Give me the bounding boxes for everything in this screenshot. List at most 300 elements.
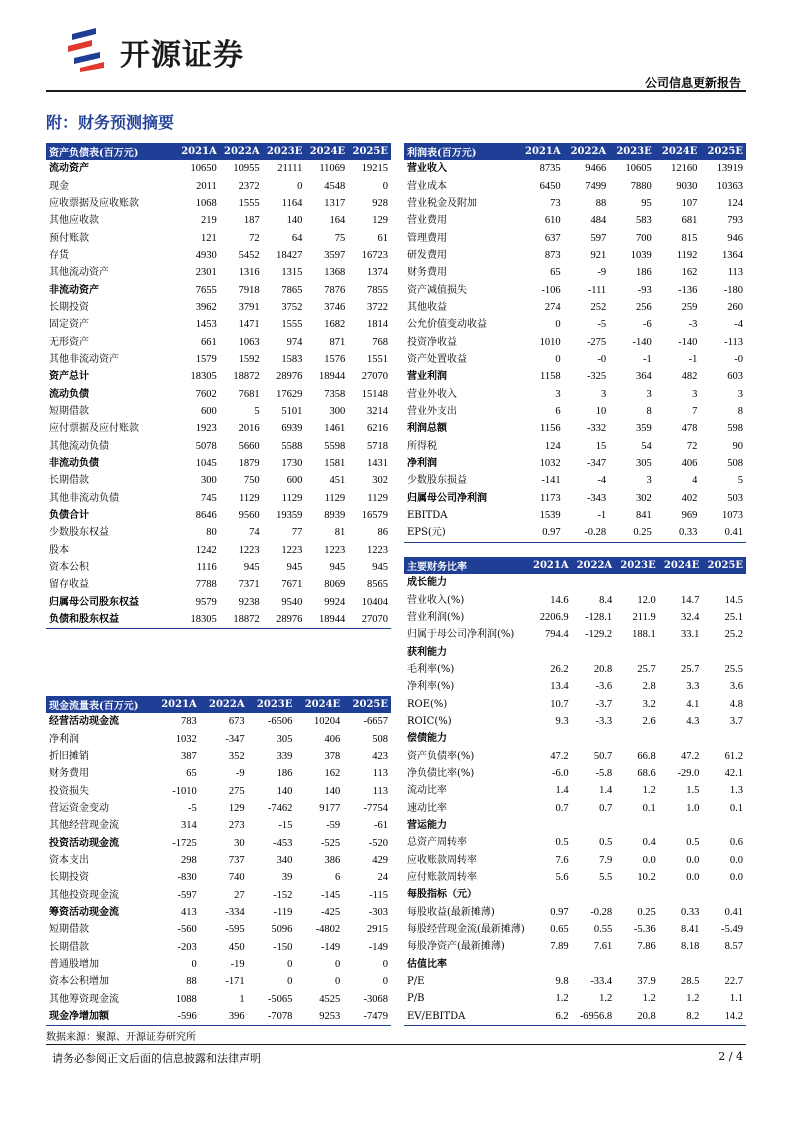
cell-value: 600 — [286, 475, 303, 487]
row-label: 每股收益(最新摊薄) — [407, 906, 495, 918]
row-label: 存货 — [49, 249, 69, 261]
cell-value: 211.9 — [632, 611, 656, 623]
cell-value: 0.0 — [729, 872, 743, 884]
cell-value: 1.4 — [555, 785, 569, 797]
cell-value: 1032 — [539, 458, 561, 470]
row-label: 现金净增加额 — [49, 1011, 109, 1023]
cell-value: 33.1 — [681, 629, 700, 641]
cell-value: 1730 — [281, 458, 303, 470]
row-label: 少数股东权益 — [49, 527, 109, 539]
cell-value: 5096 — [271, 924, 293, 936]
table-title: 现金流量表(百万元) — [46, 696, 152, 713]
year-header: 2024E — [305, 143, 348, 160]
cell-value: 6450 — [539, 180, 561, 192]
cell-value: 1581 — [324, 458, 346, 470]
data-source: 数据来源：聚源、开源证券研究所 — [46, 1032, 196, 1043]
cell-value: 1068 — [195, 197, 217, 209]
cell-value: -5 — [188, 802, 197, 814]
row-label: 净利润 — [49, 733, 79, 745]
cell-value: 8 — [646, 405, 652, 417]
cell-value: 637 — [544, 232, 561, 244]
row-label: 其他收益 — [407, 301, 447, 313]
cell-value: 75 — [334, 232, 346, 244]
cell-value: 18872 — [233, 614, 260, 626]
cell-value: -6956.8 — [579, 1010, 613, 1022]
table-row — [46, 438, 391, 455]
row-label: 每股指标（元） — [407, 889, 477, 901]
table-row — [46, 229, 391, 246]
cell-value: 113 — [372, 768, 388, 780]
cell-value: 1431 — [367, 458, 388, 470]
row-label: 营业外支出 — [407, 405, 457, 417]
table-row — [46, 455, 391, 472]
table-row — [46, 748, 391, 765]
cell-value: 302 — [372, 475, 388, 487]
cell-value: 14.6 — [550, 594, 569, 606]
cell-value: 15148 — [361, 388, 388, 400]
row-label: 利润总额 — [407, 423, 447, 435]
cell-value: -560 — [177, 924, 197, 936]
cell-value: 1116 — [196, 562, 217, 574]
table-row — [46, 281, 391, 298]
table-row — [404, 212, 746, 229]
cell-value: 1129 — [324, 492, 346, 504]
cell-value: 7671 — [281, 579, 303, 591]
cell-value: 65 — [186, 768, 197, 780]
table-row — [46, 403, 391, 420]
year-header: 2025E — [700, 143, 746, 160]
table-row — [404, 316, 746, 333]
cell-value: 9579 — [195, 596, 217, 608]
cell-value: -5 — [597, 319, 607, 331]
cell-value: -6.0 — [551, 767, 569, 779]
cell-value: 305 — [276, 733, 293, 745]
cell-value: 969 — [681, 510, 698, 522]
cell-value: -29.0 — [677, 767, 700, 779]
row-label: 财务费用 — [49, 768, 89, 780]
row-label: 流动负债 — [49, 388, 89, 400]
cell-value: 700 — [636, 232, 652, 244]
cell-value: -93 — [637, 284, 652, 296]
cell-value: 2915 — [367, 924, 388, 936]
cell-value: 61 — [377, 232, 388, 244]
cell-value: -0 — [597, 353, 607, 365]
cell-value: 7.86 — [637, 941, 656, 953]
cell-value: 8069 — [324, 579, 346, 591]
cell-value: 0.33 — [679, 527, 698, 539]
row-label: 筹资活动现金流 — [49, 906, 119, 918]
balance-sheet-table — [46, 143, 391, 628]
cell-value: -136 — [678, 284, 698, 296]
cell-value: 8 — [737, 405, 743, 417]
cell-value: 3214 — [367, 405, 388, 417]
table-row — [404, 264, 746, 281]
table-row — [404, 195, 746, 212]
cell-value — [528, 886, 572, 903]
cell-value: 10955 — [233, 163, 260, 175]
cell-value: 54 — [641, 440, 652, 452]
cell-value: 8646 — [195, 510, 217, 522]
cell-value: 1453 — [195, 319, 217, 331]
cell-value: 7.9 — [599, 854, 613, 866]
cell-value: 745 — [201, 492, 217, 504]
cell-value: 0.41 — [724, 906, 743, 918]
cell-value: 5660 — [238, 440, 260, 452]
cell-value: 3.7 — [729, 715, 743, 727]
cell-value: -5065 — [267, 993, 293, 1005]
cell-value: 25.2 — [724, 629, 743, 641]
cell-value: 5598 — [324, 440, 346, 452]
row-label: 其他流动资产 — [49, 267, 109, 279]
cell-value: 186 — [636, 267, 652, 279]
row-label: 资产处置收益 — [407, 353, 467, 365]
cell-value: 359 — [636, 423, 652, 435]
row-label: EBITDA — [407, 510, 448, 522]
cell-value: 113 — [727, 267, 743, 279]
row-label: 其他筹资现金流 — [49, 993, 119, 1005]
row-label: 资本公积 — [49, 562, 89, 574]
cell-value: -332 — [586, 423, 607, 435]
cell-value: 260 — [727, 301, 743, 313]
cell-value: 20.8 — [593, 663, 613, 675]
table-row — [404, 678, 746, 695]
cell-value: 1032 — [175, 733, 197, 745]
row-label: ROIC(%) — [407, 715, 452, 727]
table-row — [404, 643, 746, 660]
cell-value: 7499 — [585, 180, 607, 192]
cell-value: 1555 — [238, 197, 260, 209]
cell-value: 1063 — [238, 336, 260, 348]
cell-value: 5.5 — [599, 872, 613, 884]
cell-value: 2.6 — [642, 715, 656, 727]
table-row — [404, 351, 746, 368]
section-title: 附：财务预测摘要 — [46, 113, 175, 132]
row-label: 每股净资产(最新摊薄) — [407, 941, 505, 953]
cell-value: 478 — [681, 423, 698, 435]
table-row — [404, 695, 746, 712]
cell-value: 6.2 — [555, 1010, 569, 1022]
cell-value: 1374 — [367, 267, 388, 279]
cell-value: 7 — [692, 405, 698, 417]
table-row — [46, 542, 391, 559]
cell-value: 5078 — [195, 440, 217, 452]
cell-value: -7078 — [267, 1011, 293, 1023]
table-row — [46, 956, 391, 973]
table-row — [404, 852, 746, 869]
row-label: 营业税金及附加 — [407, 197, 477, 209]
cell-value: 598 — [727, 423, 743, 435]
row-label: 净负债比率(%) — [407, 767, 475, 779]
table-bottom-rule — [404, 542, 746, 543]
table-row — [46, 507, 391, 524]
cell-value: 1923 — [195, 423, 217, 435]
header-divider — [46, 90, 746, 92]
cell-value: 0 — [382, 958, 388, 970]
row-label: 其他应收款 — [49, 215, 99, 227]
cell-value: 2016 — [238, 423, 260, 435]
cell-value: -6657 — [363, 716, 388, 728]
cell-value: 1.3 — [729, 785, 743, 797]
cell-value: 19359 — [276, 510, 303, 522]
cell-value: 974 — [286, 336, 303, 348]
cell-value: 2301 — [195, 267, 217, 279]
cell-value — [528, 730, 572, 747]
table-title: 资产负债表(百万元) — [46, 143, 177, 160]
cell-value: 9.8 — [555, 976, 569, 988]
table-row — [404, 782, 746, 799]
cell-value: 47.2 — [681, 750, 700, 762]
cell-value: 7918 — [238, 284, 260, 296]
cell-value: 81 — [334, 527, 346, 539]
cell-value: 402 — [681, 492, 698, 504]
row-label: 公允价值变动收益 — [407, 319, 487, 331]
cell-value — [528, 643, 572, 660]
year-header: 2025E — [702, 557, 746, 574]
cell-value: 19215 — [361, 163, 388, 175]
table-row — [404, 574, 746, 591]
cell-value: -1010 — [172, 785, 197, 797]
cell-value: 583 — [636, 215, 652, 227]
cell-value: 39 — [281, 872, 293, 884]
cell-value: 10.7 — [550, 698, 569, 710]
table-row — [46, 869, 391, 886]
cell-value: 340 — [276, 854, 293, 866]
cell-value: 273 — [228, 820, 245, 832]
row-label: 其他流动负债 — [49, 440, 109, 452]
cell-value: 88 — [186, 976, 197, 988]
table-row — [46, 420, 391, 437]
cell-value: -1 — [688, 353, 698, 365]
cell-value: -152 — [273, 889, 293, 901]
cell-value: 0.1 — [642, 802, 656, 814]
cell-value: 503 — [727, 492, 743, 504]
cell-value: -145 — [320, 889, 341, 901]
cell-value: 1583 — [281, 353, 303, 365]
table-row — [404, 177, 746, 194]
row-label: 营业成本 — [407, 180, 447, 192]
cell-value: 8.18 — [681, 941, 700, 953]
cell-value: 10.2 — [637, 872, 656, 884]
cell-value: -0 — [734, 353, 743, 365]
cell-value: 1.1 — [729, 993, 743, 1005]
row-label: P/E — [407, 976, 425, 988]
year-header: 2022A — [572, 557, 616, 574]
year-header: 2022A — [564, 143, 610, 160]
cell-value: 18427 — [276, 249, 303, 261]
cell-value: -0.28 — [584, 527, 607, 539]
cell-value: -7479 — [363, 1011, 388, 1023]
row-label: 长期借款 — [49, 475, 89, 487]
row-label: 速动比率 — [407, 802, 447, 814]
cell-value: 3.3 — [686, 681, 700, 693]
cell-value: 302 — [636, 492, 652, 504]
cell-value: 945 — [329, 562, 346, 574]
cell-value — [528, 817, 572, 834]
cell-value — [615, 817, 659, 834]
row-label: 投资活动现金流 — [49, 837, 119, 849]
cell-value: 450 — [228, 941, 245, 953]
cell-value: 387 — [181, 750, 197, 762]
row-label: EV/EBITDA — [407, 1010, 466, 1022]
cell-value: 1 — [239, 993, 245, 1005]
row-label: 其他经营现金流 — [49, 820, 119, 832]
table-row — [404, 817, 746, 834]
cell-value: -0.28 — [590, 906, 613, 918]
cell-value: 5 — [737, 475, 743, 487]
cell-value: 945 — [243, 562, 260, 574]
cell-value: 61.2 — [724, 750, 743, 762]
cell-value: -347 — [586, 458, 607, 470]
cash-flow-table — [46, 696, 391, 1025]
cell-value: 187 — [243, 215, 260, 227]
table-row — [46, 713, 391, 730]
cell-value: -525 — [320, 837, 341, 849]
cell-value: 1010 — [539, 336, 561, 348]
cell-value: 7788 — [195, 579, 217, 591]
table-row — [404, 799, 746, 816]
cell-value: 16723 — [361, 249, 388, 261]
table-bottom-rule — [46, 628, 391, 629]
cell-value: -325 — [586, 371, 607, 383]
cell-value — [615, 643, 659, 660]
table-row — [46, 559, 391, 576]
year-header: 2021A — [152, 696, 200, 713]
cell-value: -595 — [225, 924, 245, 936]
cell-value: 2206.9 — [539, 611, 569, 623]
cell-value: 508 — [372, 733, 388, 745]
cell-value: 305 — [636, 458, 652, 470]
cell-value: -7462 — [267, 802, 293, 814]
cell-value: 9030 — [676, 180, 698, 192]
cell-value: 0.7 — [599, 802, 613, 814]
cell-value — [659, 730, 703, 747]
cell-value: 37.9 — [637, 976, 656, 988]
cell-value: 0 — [382, 976, 388, 988]
cell-value: -347 — [225, 733, 245, 745]
year-header: 2023E — [263, 143, 306, 160]
cell-value: 1576 — [324, 353, 346, 365]
cell-value: -6506 — [267, 716, 293, 728]
cell-value: 9466 — [585, 163, 607, 175]
cell-value: -3 — [688, 319, 698, 331]
table-row — [46, 316, 391, 333]
table-row — [404, 524, 746, 541]
cell-value: 7655 — [195, 284, 217, 296]
cell-value: -113 — [724, 336, 743, 348]
cell-value: 8.4 — [599, 594, 613, 606]
cell-value: 2372 — [238, 180, 260, 192]
cell-value: 1.4 — [599, 785, 613, 797]
cell-value: 945 — [372, 562, 388, 574]
cell-value — [572, 643, 616, 660]
row-label: 资本公积增加 — [49, 976, 109, 988]
cell-value: 406 — [681, 458, 698, 470]
cell-value: 27070 — [361, 371, 388, 383]
cell-value: 3 — [646, 388, 652, 400]
cell-value — [572, 574, 616, 591]
cell-value: 794.4 — [544, 629, 569, 641]
cell-value: 27 — [234, 889, 245, 901]
table-bottom-rule — [46, 1025, 391, 1026]
cell-value: 4.1 — [686, 698, 700, 710]
cell-value: 484 — [590, 215, 607, 227]
table-row — [46, 800, 391, 817]
cell-value: -4 — [597, 475, 607, 487]
income-statement-table — [404, 143, 746, 542]
cell-value: 0 — [555, 353, 561, 365]
cell-value: 1364 — [722, 249, 743, 261]
table-row — [46, 524, 391, 541]
page-number: 2 / 4 — [718, 1050, 743, 1063]
cell-value: 9238 — [238, 596, 260, 608]
cell-value: 352 — [228, 750, 245, 762]
cell-value: 600 — [201, 405, 217, 417]
year-header: 2024E — [655, 143, 701, 160]
cell-value — [528, 574, 572, 591]
cell-value: -59 — [326, 820, 341, 832]
cell-value: 3 — [646, 475, 652, 487]
cell-value — [659, 643, 703, 660]
cell-value: 10404 — [361, 596, 388, 608]
row-label: 营业外收入 — [407, 388, 457, 400]
company-logo — [66, 28, 286, 72]
cell-value: 0 — [555, 319, 561, 331]
year-header: 2021A — [518, 143, 564, 160]
year-header: 2025E — [348, 143, 391, 160]
cell-value: 871 — [329, 336, 346, 348]
cell-value: 0.4 — [642, 837, 656, 849]
cell-value: 783 — [181, 716, 197, 728]
cell-value: 4930 — [195, 249, 217, 261]
cell-value: 0.33 — [681, 906, 700, 918]
row-label: 少数股东损益 — [407, 475, 467, 487]
table-row — [46, 1008, 391, 1025]
cell-value: 28976 — [276, 614, 303, 626]
cell-value: 30 — [234, 837, 245, 849]
cell-value: -1 — [597, 510, 607, 522]
cell-value: 1192 — [676, 249, 698, 261]
cell-value: 0.97 — [550, 906, 569, 918]
cell-value: 0.0 — [686, 872, 700, 884]
cell-value: 275 — [228, 785, 245, 797]
table-row — [404, 834, 746, 851]
cell-value: -119 — [273, 906, 293, 918]
row-label: 其他非流动资产 — [49, 353, 119, 365]
cell-value: 1.0 — [686, 802, 700, 814]
cell-value: 28.5 — [681, 976, 700, 988]
table-row — [404, 661, 746, 678]
table-row — [404, 921, 746, 938]
cell-value: 20.8 — [637, 1010, 656, 1022]
cell-value: 750 — [243, 475, 260, 487]
cell-value: 298 — [181, 854, 197, 866]
cell-value: 740 — [228, 872, 245, 884]
cell-value: 186 — [276, 768, 293, 780]
cell-value: 339 — [276, 750, 293, 762]
cell-value: 25.1 — [724, 611, 743, 623]
cell-value: -334 — [225, 906, 245, 918]
cell-value: 482 — [681, 371, 698, 383]
cell-value: -149 — [368, 941, 388, 953]
cell-value: -6 — [643, 319, 652, 331]
row-label: 投资损失 — [49, 785, 89, 797]
cell-value: 15 — [595, 440, 607, 452]
row-label: 应付票据及应付账款 — [49, 423, 139, 435]
table-header-row — [404, 557, 746, 574]
cell-value: 9924 — [324, 596, 346, 608]
row-label: 管理费用 — [407, 232, 447, 244]
cell-value: 4 — [692, 475, 698, 487]
